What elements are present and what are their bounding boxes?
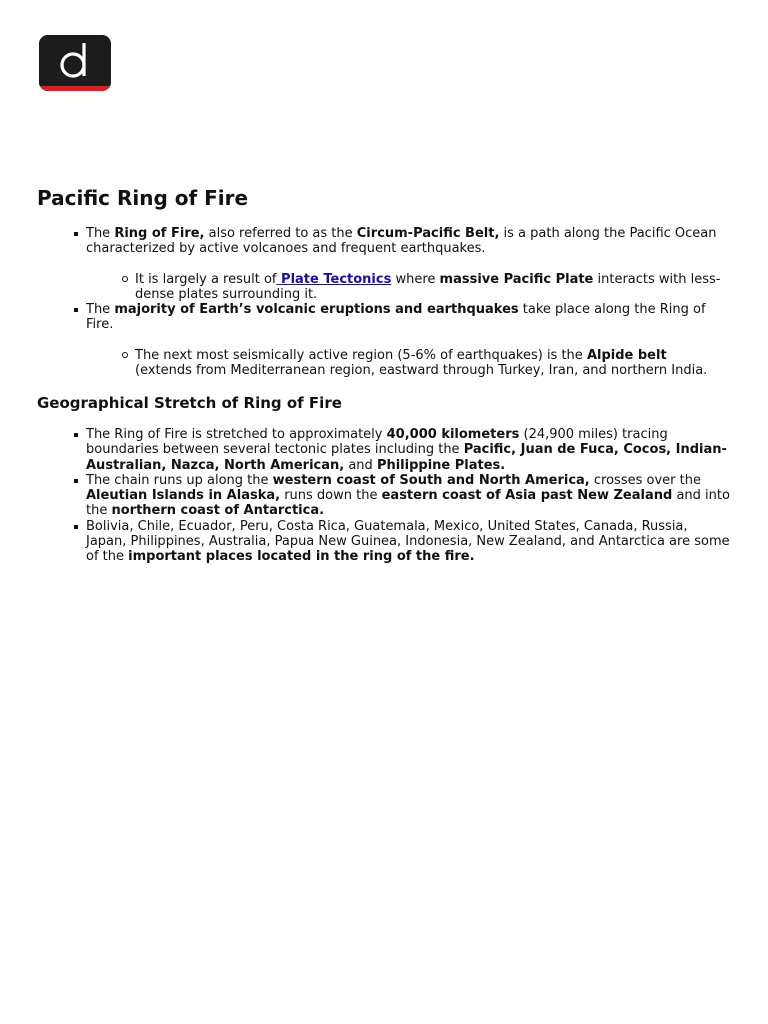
sub-list-item: The next most seismically active region (5-6% of earthquakes) is the Alpide belt (extends from Mediterranean region, eastward through Turkey, Iran, and northern India. [135,348,727,379]
list-item: The majority of Earth’s volcanic eruptions and earthquakes take place along the Ring of Fire. The next most seismically active region (5-6% of earthquakes) is the Alpide belt (extends from Mediterranean region, eastward through Turkey, Iran, and northern India. [86,302,730,378]
section-heading: Geographical Stretch of Ring of Fire [37,394,342,412]
sub-list [86,272,730,303]
list-item: The Ring of Fire is stretched to approximately 40,000 kilometers (24,900 miles) tracing boundaries between several tectonic plates including the Pacific, Juan de Fuca, Cocos, Indian-Australian, Nazca, North American, and Philippine Plates. [86,427,730,473]
page-title: Pacific Ring of Fire [37,186,249,210]
ring-of-fire-list [0,226,768,378]
sub-list [86,348,730,379]
list-item: Bolivia, Chile, Ecuador, Peru, Costa Rica, Guatemala, Mexico, United States, Canada, Russia, Japan, Philippines, Australia, Papua New Guinea, Indonesia, New Zealand, and Antarctica are some of the important places located in the ring of the fire. [86,518,730,565]
list-item: The Ring of Fire, also referred to as the Circum-Pacific Belt, is a path along the Pacific Ocean characterized by active volcanoes and frequent earthquakes. It is largely a result of Plate Tectonics where massive Pacific Plate interacts with less-dense plates surrounding it. [86,226,730,302]
app-logo [39,35,111,91]
geographical-stretch-list [0,427,768,565]
sub-list-item: It is largely a result of Plate Tectonics where massive Pacific Plate interacts with less-dense plates surrounding it. [135,272,727,303]
plate-tectonics-link[interactable]: Plate Tectonics [276,271,392,287]
logo-icon [39,35,111,91]
logo-accent-bar [39,86,111,91]
list-item: The chain runs up along the western coast of South and North America, crosses over the Aleutian Islands in Alaska, runs down the eastern coast of Asia past New Zealand and into the northern coast of Antarctica. [86,472,730,519]
